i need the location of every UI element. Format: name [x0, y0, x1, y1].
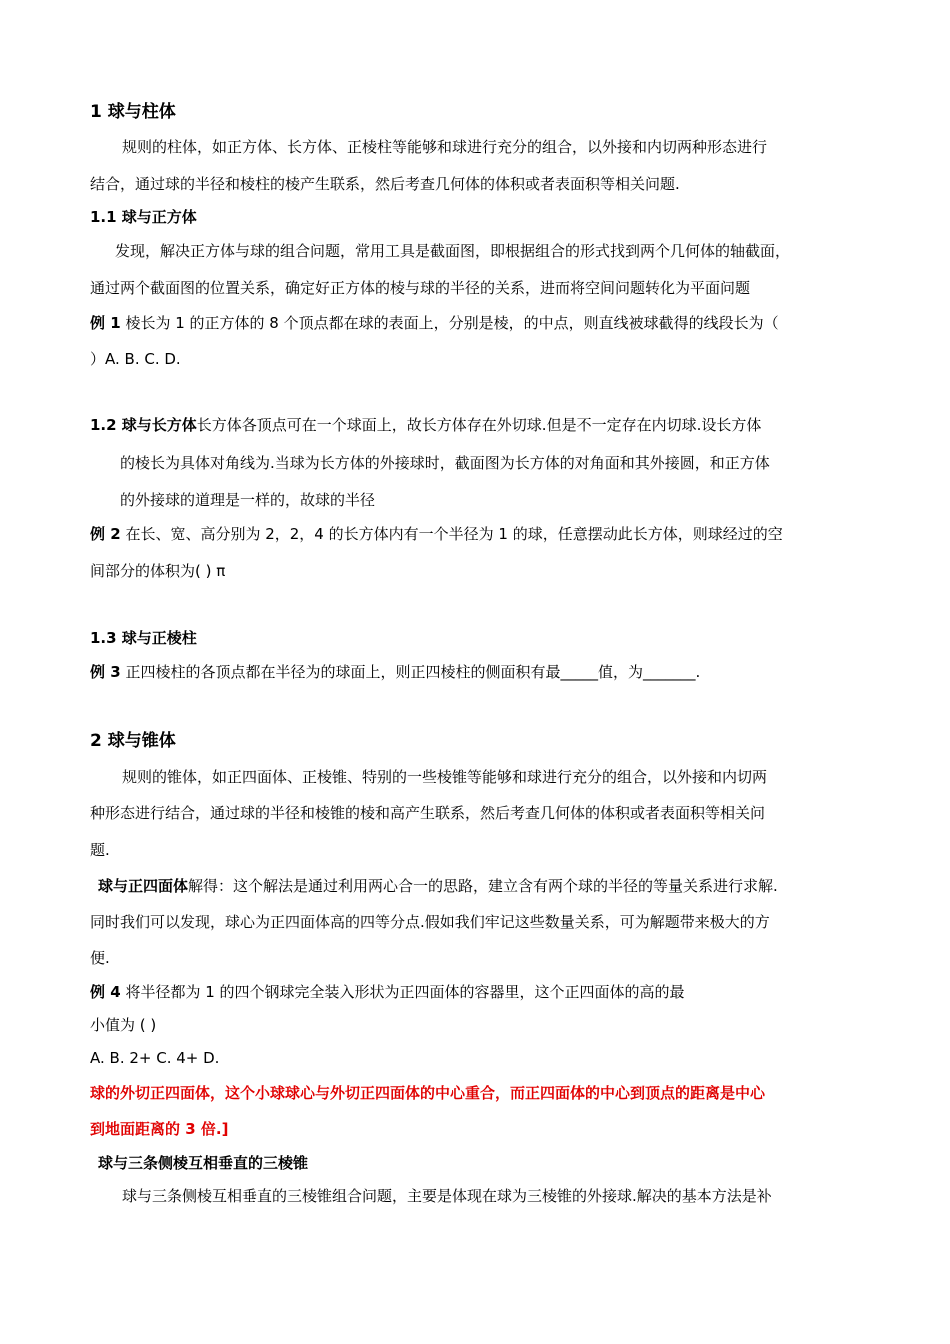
- section-1-2-line-3: 的外接球的道理是一样的，故球的半径: [120, 491, 376, 509]
- section-2-intro-line-2: 种形态进行结合，通过球的半径和棱锥的棱和高产生联系，然后考查几何体的体积或者表面积等相关问: [90, 804, 766, 822]
- example-2-text-line-2: 间部分的体积为( ) π: [90, 562, 226, 580]
- section-1-1-heading: 1.1 球与正方体: [90, 208, 197, 226]
- example-1-label: 例 1: [90, 314, 121, 332]
- example-1-text: 棱长为 1 的正方体的 8 个顶点都在球的表面上，分别是棱，的中点，则直线被球截得的线段长为（: [120, 314, 779, 332]
- section-1-1-text-line-1: 发现，解决正方体与球的组合问题，常用工具是截面图，即根据组合的形式找到两个几何体的轴截面，: [115, 242, 791, 260]
- example-4-options: A. B. 2+ C. 4+ D.: [90, 1049, 220, 1067]
- section-2-intro-line-1: 规则的锥体，如正四面体、正棱锥、特别的一些棱锥等能够和球进行充分的组合，以外接和内切两: [122, 768, 768, 786]
- example-2: [90, 524, 783, 544]
- example-4: [90, 982, 685, 1002]
- triangular-pyramid-text: 球与三条侧棱互相垂直的三棱锥组合问题，主要是体现在球为三棱锥的外接球.解决的基本方法是补: [122, 1187, 772, 1205]
- example-1: [90, 313, 779, 333]
- example-1-options: ）A. B. C. D.: [90, 350, 181, 368]
- section-1-intro-line-1: 规则的柱体，如正方体、长方体、正棱柱等能够和球进行充分的组合，以外接和内切两种形态进行: [122, 138, 768, 156]
- tetrahedron-line-3: 便.: [90, 949, 110, 967]
- section-1-2-line-2: 的棱长为具体对角线为.当球为长方体的外接球时，截面图为长方体的对角面和其外接圆，和正方体: [120, 454, 770, 472]
- section-2-heading: 2 球与锥体: [90, 731, 176, 751]
- tetrahedron-line-2: 同时我们可以发现，球心为正四面体高的四等分点.假如我们牢记这些数量关系，可为解题带来极大的方: [90, 913, 770, 931]
- section-1-heading: 1 球与柱体: [90, 102, 176, 122]
- example-2-label: 例 2: [90, 525, 121, 543]
- section-1-2-line-1: [90, 415, 761, 435]
- example-4-text-line-2: 小值为 ( ): [90, 1016, 157, 1034]
- section-1-3-heading: 1.3 球与正棱柱: [90, 629, 197, 647]
- section-1-1-text-line-2: 通过两个截面图的位置关系，确定好正方体的棱与球的半径的关系，进而将空间问题转化为平面问题: [90, 279, 751, 297]
- example-3-text: 正四棱柱的各顶点都在半径为的球面上，则正四棱柱的侧面积有最_____值，为_______.: [120, 663, 701, 681]
- tetrahedron-text: 解得：这个解法是通过利用两心合一的思路，建立含有两个球的半径的等量关系进行求解.: [188, 877, 778, 895]
- example-3-label: 例 3: [90, 663, 121, 681]
- answer-note-line-1: 球的外切正四面体，这个小球球心与外切正四面体的中心重合，而正四面体的中心到顶点的距离是中心: [90, 1084, 766, 1102]
- section-2-intro-line-3: 题.: [90, 841, 110, 859]
- section-1-2-heading: 1.2 球与长方体: [90, 416, 197, 434]
- example-3: [90, 662, 700, 682]
- tetrahedron-line-1: [98, 876, 778, 896]
- answer-note-line-2: 到地面距离的 3 倍.]: [90, 1120, 229, 1138]
- example-2-text: 在长、宽、高分别为 2，2，4 的长方体内有一个半径为 1 的球，任意摆动此长方体，则球经过的空: [120, 525, 783, 543]
- triangular-pyramid-heading: 球与三条侧棱互相垂直的三棱锥: [98, 1154, 309, 1172]
- tetrahedron-label: 球与正四面体: [98, 877, 189, 895]
- example-4-label: 例 4: [90, 983, 121, 1001]
- example-4-text: 将半径都为 1 的四个钢球完全装入形状为正四面体的容器里，这个正四面体的高的最: [120, 983, 685, 1001]
- section-1-intro-line-2: 结合，通过球的半径和棱柱的棱产生联系，然后考查几何体的体积或者表面积等相关问题.: [90, 175, 680, 193]
- section-1-2-text: 长方体各顶点可在一个球面上，故长方体存在外切球.但是不一定存在内切球.设长方体: [196, 416, 762, 434]
